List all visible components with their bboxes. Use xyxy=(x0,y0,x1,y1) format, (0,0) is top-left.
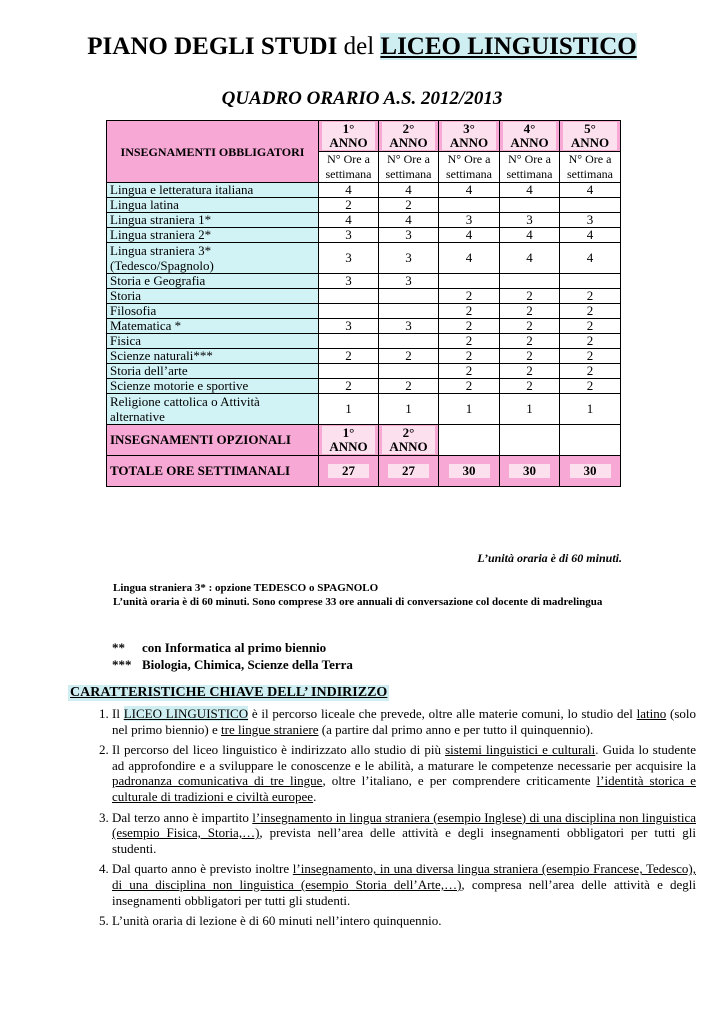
title-part1: PIANO DEGLI STUDI xyxy=(87,33,338,60)
year-header: 4° ANNO xyxy=(500,121,560,152)
title-part3: LICEO LINGUISTICO xyxy=(380,33,637,60)
hours-cell: 2 xyxy=(319,379,379,394)
list-text: tre lingue straniere xyxy=(221,721,319,737)
hours-cell: 3 xyxy=(560,213,621,228)
hours-cell: 4 xyxy=(319,213,379,228)
hours-cell xyxy=(560,274,621,289)
hours-cell: 2 xyxy=(439,319,500,334)
footnote xyxy=(112,640,326,656)
list-item xyxy=(112,810,696,857)
hours-cell: 3 xyxy=(319,319,379,334)
year-header: 5° ANNO xyxy=(560,121,621,152)
totals-row xyxy=(107,456,621,487)
section-title: CARATTERISTICHE CHIAVE DELL’ INDIRIZZO xyxy=(70,685,388,700)
empty-cell xyxy=(560,425,621,456)
hours-cell xyxy=(319,289,379,304)
page-title xyxy=(0,32,724,62)
table-row xyxy=(107,364,621,379)
list-text: , oltre l’italiano, e per comprendere criticamente xyxy=(322,773,597,789)
hours-cell: 2 xyxy=(379,198,439,213)
hours-cell: 2 xyxy=(560,319,621,334)
subject-cell: Fisica xyxy=(107,334,319,349)
hours-cell: 4 xyxy=(439,228,500,243)
hours-cell xyxy=(319,334,379,349)
optional-year: 2° ANNO xyxy=(379,425,439,456)
hours-cell: 2 xyxy=(560,349,621,364)
footnote-text: con Informatica al primo biennio xyxy=(142,640,327,655)
table-row xyxy=(107,319,621,334)
hours-cell: 1 xyxy=(560,394,621,425)
hours-cell: 2 xyxy=(439,289,500,304)
hours-cell: 3 xyxy=(319,274,379,289)
footnote-mark: ** xyxy=(112,640,125,655)
hours-cell: 2 xyxy=(560,364,621,379)
unit-note: L’unità oraria è di 60 minuti. xyxy=(477,551,622,565)
hours-cell: 3 xyxy=(500,213,560,228)
hours-cell: 3 xyxy=(379,274,439,289)
subject-cell: Scienze naturali*** xyxy=(107,349,319,364)
table-row xyxy=(107,349,621,364)
hours-cell xyxy=(319,364,379,379)
subject-cell: Filosofia xyxy=(107,304,319,319)
table-row xyxy=(107,379,621,394)
footnote-mark: *** xyxy=(112,657,132,672)
list-text: l’identità storica e culturale di tradizioni e civiltà europee xyxy=(112,773,696,804)
hours-cell xyxy=(500,274,560,289)
hours-cell: 4 xyxy=(500,228,560,243)
subject-cell: Religione cattolica o Attività alternative xyxy=(107,394,319,425)
subject-cell: Matematica * xyxy=(107,319,319,334)
subject-cell: Lingua latina xyxy=(107,198,319,213)
list-text: Dal quarto anno è previsto inoltre xyxy=(112,861,293,877)
list-text: , compresa nell’area delle attività e degli insegnamenti obbligatori per tutti gli studenti. xyxy=(112,876,696,908)
list-item xyxy=(112,913,696,929)
hours-cell xyxy=(379,304,439,319)
footnote-text: Biologia, Chimica, Scienze della Terra xyxy=(142,657,353,672)
table-row xyxy=(107,183,621,198)
hours-cell: 2 xyxy=(319,198,379,213)
hours-cell: 4 xyxy=(439,243,500,274)
table-row xyxy=(107,394,621,425)
hours-cell: 4 xyxy=(500,183,560,198)
table-row xyxy=(107,198,621,213)
hours-cell: 1 xyxy=(500,394,560,425)
hours-cell: 3 xyxy=(379,243,439,274)
hours-cell xyxy=(500,198,560,213)
hours-cell: 4 xyxy=(560,228,621,243)
list-text: l’insegnamento in lingua straniera (esempio Inglese) di una disciplina non linguistica (esempio Fisica, Storia,…) xyxy=(112,809,697,841)
hours-cell: 2 xyxy=(500,304,560,319)
hours-cell xyxy=(439,274,500,289)
hours-cell xyxy=(379,364,439,379)
schedule-table xyxy=(106,120,621,487)
hours-cell: 4 xyxy=(560,243,621,274)
subject-cell: Storia xyxy=(107,289,319,304)
hours-cell: 3 xyxy=(439,213,500,228)
list-text: . xyxy=(313,788,317,804)
note-line: Lingua straniera 3* : opzione TEDESCO o SPAGNOLO xyxy=(113,582,379,594)
list-text: Il xyxy=(112,706,124,721)
hours-cell: 4 xyxy=(379,183,439,198)
language-note xyxy=(113,581,613,609)
list-text: , prevista nell’area delle attività e degli insegnamenti obbligatori per tutti gli studenti. xyxy=(112,825,696,856)
optional-year: 1° ANNO xyxy=(319,425,379,456)
hours-cell: 2 xyxy=(560,289,621,304)
hours-cell: 4 xyxy=(500,243,560,274)
note-line: L’unità oraria è di 60 minuti. Sono comprese 33 ore annuali di conversazione col docente di madrelingua xyxy=(113,596,603,608)
hours-cell: 2 xyxy=(560,334,621,349)
total-cell: 30 xyxy=(439,456,500,487)
year-header: 1° ANNO xyxy=(319,121,379,152)
ore-header: N° Ore a settimana xyxy=(379,152,439,183)
hours-cell xyxy=(560,198,621,213)
hours-cell: 2 xyxy=(379,349,439,364)
footnote xyxy=(112,657,353,673)
hours-cell: 2 xyxy=(379,379,439,394)
ore-header: N° Ore a settimana xyxy=(319,152,379,183)
hours-cell xyxy=(439,198,500,213)
hours-cell: 1 xyxy=(439,394,500,425)
hours-cell: 3 xyxy=(319,243,379,274)
total-label: TOTALE ORE SETTIMANALI xyxy=(107,456,319,487)
optional-label: INSEGNAMENTI OPZIONALI xyxy=(107,425,319,456)
list-text: è il percorso liceale che prevede, oltre alle materie comuni, lo studio del xyxy=(248,706,637,721)
empty-cell xyxy=(500,425,560,456)
total-cell: 30 xyxy=(560,456,621,487)
hours-cell: 2 xyxy=(439,334,500,349)
subject-cell: Storia dell’arte xyxy=(107,364,319,379)
list-text: padronanza comunicativa di tre lingue xyxy=(112,773,323,789)
hours-cell: 4 xyxy=(439,183,500,198)
header-obbligatori: INSEGNAMENTI OBBLIGATORI xyxy=(107,121,319,183)
table-row xyxy=(107,274,621,289)
list-text: L’unità oraria di lezione è di 60 minuti nell’intero quinquennio. xyxy=(112,913,442,929)
table-row xyxy=(107,334,621,349)
hours-cell: 2 xyxy=(500,289,560,304)
subject-cell: Scienze motorie e sportive xyxy=(107,379,319,394)
ore-header: N° Ore a settimana xyxy=(560,152,621,183)
subject-cell: Lingua straniera 1* xyxy=(107,213,319,228)
hours-cell: 2 xyxy=(500,319,560,334)
hours-cell: 2 xyxy=(439,304,500,319)
hours-cell: 2 xyxy=(439,349,500,364)
list-item xyxy=(112,861,696,908)
subject-cell: Lingua straniera 3* (Tedesco/Spagnolo) xyxy=(107,243,319,274)
key-features-list xyxy=(72,706,696,934)
ore-header: N° Ore a settimana xyxy=(500,152,560,183)
title-part2: del xyxy=(343,33,375,60)
hours-cell: 4 xyxy=(379,213,439,228)
table-row xyxy=(107,243,621,274)
list-text: l’insegnamento, in una diversa lingua straniera (esempio Francese, Tedesco), di una disciplina non linguistica (esempio Storia dell’Arte,…) xyxy=(112,861,696,892)
hours-cell: 2 xyxy=(500,349,560,364)
year-header: 3° ANNO xyxy=(439,121,500,152)
hours-cell: 1 xyxy=(319,394,379,425)
subject-cell: Lingua straniera 2* xyxy=(107,228,319,243)
hours-cell xyxy=(379,334,439,349)
list-text: LICEO LINGUISTICO xyxy=(123,706,249,721)
hours-cell: 2 xyxy=(560,379,621,394)
empty-cell xyxy=(439,425,500,456)
list-text: sistemi linguistici e culturali xyxy=(445,742,596,758)
hours-cell: 2 xyxy=(560,304,621,319)
hours-cell: 2 xyxy=(439,364,500,379)
list-text: Il percorso del liceo linguistico è indirizzato allo studio di più xyxy=(112,742,446,758)
hours-cell: 3 xyxy=(379,319,439,334)
hours-cell: 4 xyxy=(560,183,621,198)
hours-cell: 2 xyxy=(500,334,560,349)
table-row xyxy=(107,304,621,319)
hours-cell: 2 xyxy=(439,379,500,394)
table-row xyxy=(107,213,621,228)
ore-header: N° Ore a settimana xyxy=(439,152,500,183)
list-item xyxy=(112,706,696,737)
hours-cell: 2 xyxy=(319,349,379,364)
list-item xyxy=(112,742,696,804)
table-row xyxy=(107,289,621,304)
hours-cell: 3 xyxy=(379,228,439,243)
table-row xyxy=(107,228,621,243)
total-cell: 30 xyxy=(500,456,560,487)
hours-cell: 1 xyxy=(379,394,439,425)
subject-cell: Lingua e letteratura italiana xyxy=(107,183,319,198)
hours-cell: 4 xyxy=(319,183,379,198)
list-text: Dal terzo anno è impartito xyxy=(112,809,253,825)
hours-cell xyxy=(319,304,379,319)
list-text: . Guida lo studente ad approfondire e a sviluppare le conoscenze e le abilità, a maturare le competenze necessarie per acquisire la xyxy=(112,742,697,773)
list-text: latino xyxy=(636,706,667,721)
total-cell: 27 xyxy=(319,456,379,487)
total-cell: 27 xyxy=(379,456,439,487)
hours-cell: 2 xyxy=(500,379,560,394)
subject-cell: Storia e Geografia xyxy=(107,274,319,289)
optional-row xyxy=(107,425,621,456)
hours-cell: 2 xyxy=(500,364,560,379)
hours-cell xyxy=(379,289,439,304)
page-subtitle: QUADRO ORARIO A.S. 2012/2013 xyxy=(221,88,503,109)
list-text: (a partire dal primo anno e per tutto il quinquennio). xyxy=(318,721,594,737)
hours-cell: 3 xyxy=(319,228,379,243)
year-header: 2° ANNO xyxy=(379,121,439,152)
list-text: (solo nel primo biennio) e xyxy=(112,706,696,737)
